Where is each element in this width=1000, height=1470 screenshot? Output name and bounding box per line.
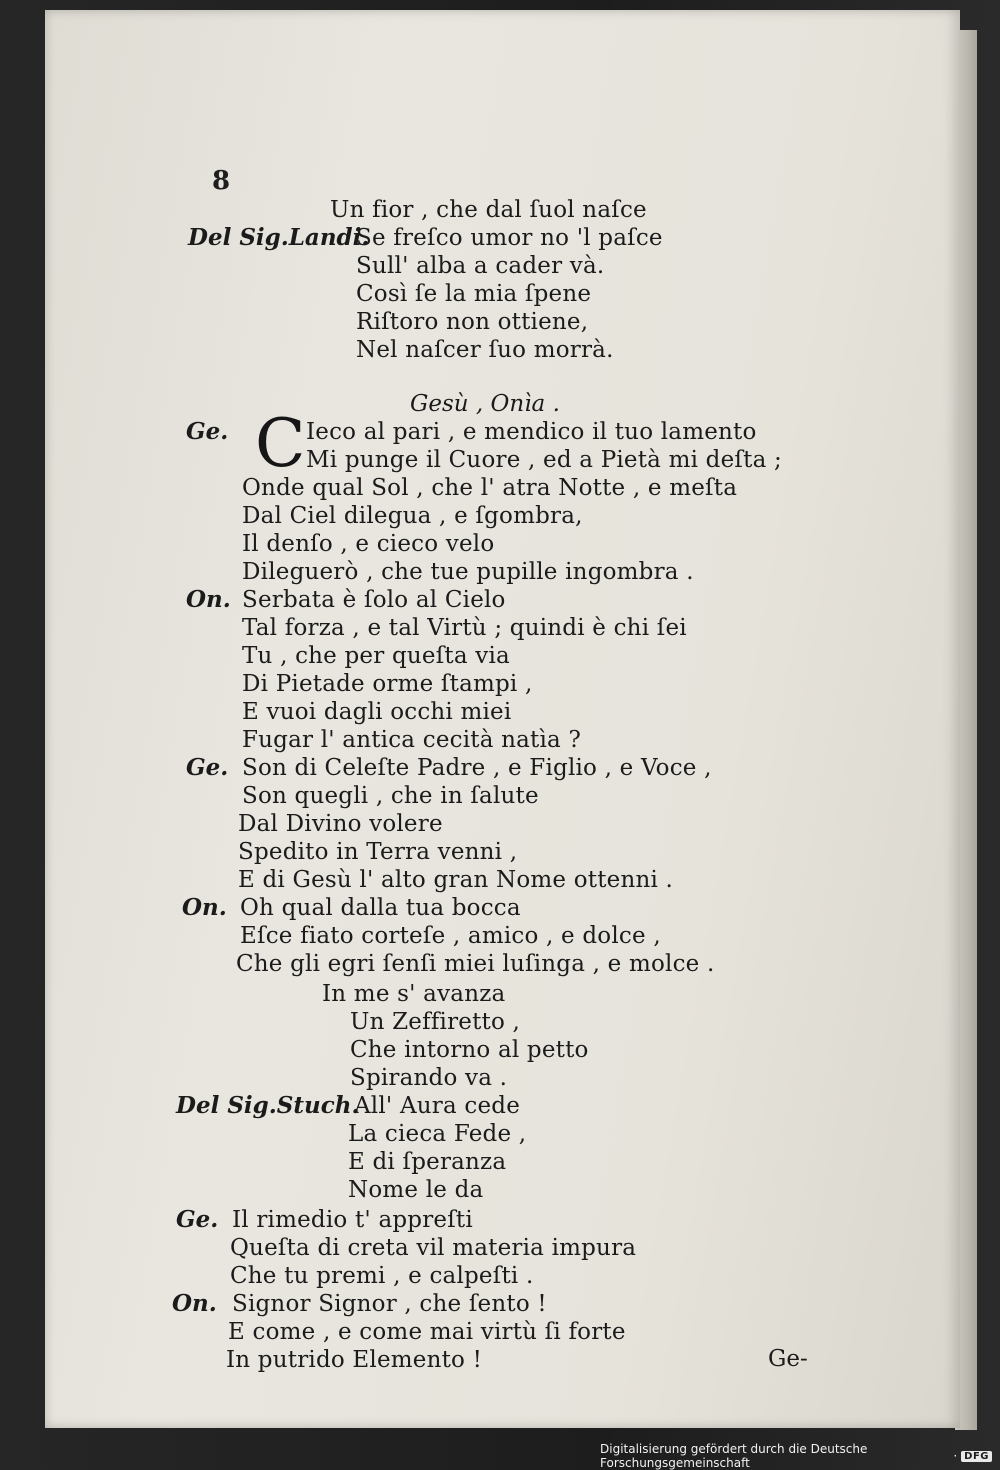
speaker-label: Ge.: [186, 754, 229, 781]
dialogue-line: Dal Ciel dilegua , e ſgombra,: [242, 503, 583, 529]
verse-line: Nel naſcer ſuo morrà.: [356, 337, 614, 363]
dialogue-line: Signor Signor , che ſento !: [232, 1291, 547, 1317]
speaker-label: On.: [172, 1290, 217, 1317]
dialogue-line: Queſta di creta vil materia impura: [230, 1235, 637, 1261]
page-number: 8: [212, 166, 231, 196]
dialogue-line: Tu , che per queſta via: [242, 643, 510, 669]
dialogue-line: Dal Divino volere: [238, 811, 443, 837]
dialogue-line: E di ſperanza: [348, 1149, 507, 1175]
dialogue-line: Eſce fiato corteſe , amico , e dolce ,: [240, 923, 661, 949]
dialogue-line: Mi punge il Cuore , ed a Pietà mi deſta ;: [306, 447, 782, 473]
dialogue-line: In me s' avanza: [322, 981, 506, 1007]
drop-capital: C: [255, 405, 306, 482]
separator-dot: ·: [953, 1449, 958, 1463]
dialogue-line: Fugar l' antica cecità natìa ?: [242, 727, 582, 753]
speaker-label: Ge.: [186, 418, 229, 445]
dialogue-line: La cieca Fede ,: [348, 1121, 527, 1147]
dialogue-line: Nome le da: [348, 1177, 484, 1203]
dialogue-line: Onde qual Sol , che l' atra Notte , e meſta: [242, 475, 738, 501]
dialogue-line: Ieco al pari , e mendico il tuo lamento: [306, 419, 757, 445]
dialogue-line: Che gli egri ſenſi miei luſinga , e molce .: [236, 951, 715, 977]
dialogue-line: Tal forza , e tal Virtù ; quindi è chi ſei: [242, 615, 687, 641]
dialogue-line: Son di Celeſte Padre , e Figlio , e Voce ,: [242, 755, 712, 781]
dialogue-line: In putrido Elemento !: [226, 1347, 483, 1373]
verse-line: Così ſe la mia ſpene: [356, 281, 592, 307]
speaker-label: Del Sig.Landi.: [188, 224, 370, 251]
dialogue-line: E come , e come mai virtù ſi forte: [228, 1319, 626, 1345]
speaker-label: Del Sig.Stuch.: [176, 1092, 360, 1119]
speaker-label: On.: [182, 894, 227, 921]
dialogue-line: Serbata è ſolo al Cielo: [242, 587, 506, 613]
scene-heading: Gesù , Onìa .: [410, 391, 560, 417]
credit-text: Digitalisierung gefördert durch die Deutsche Forschungsgemeinschaft: [600, 1442, 868, 1470]
verse-line: Sull' alba a cader và.: [356, 253, 605, 279]
dialogue-line: Di Pietade orme ſtampi ,: [242, 671, 533, 697]
dialogue-line: E vuoi dagli occhi miei: [242, 699, 512, 725]
dialogue-line: Spedito in Terra venni ,: [238, 839, 518, 865]
speaker-label: Ge.: [176, 1206, 219, 1233]
dialogue-line: Oh qual dalla tua bocca: [240, 895, 521, 921]
dialogue-line: Che intorno al petto: [350, 1037, 589, 1063]
dialogue-line: Il denſo , e cieco velo: [242, 531, 495, 557]
dialogue-line: Son quegli , che in ſalute: [242, 783, 539, 809]
verse-line: Riſtoro non ottiene,: [356, 309, 589, 335]
dfg-logo-icon: DFG: [961, 1451, 992, 1462]
dialogue-line: Che tu premi , e calpeſti .: [230, 1263, 534, 1289]
speaker-label: On.: [186, 586, 231, 613]
dialogue-line: Un Zeffiretto ,: [350, 1009, 521, 1035]
verse-line: Un fior , che dal ſuol naſce: [330, 197, 647, 223]
verse-line: Se freſco umor no 'l paſce: [356, 225, 663, 251]
catchword: Ge-: [768, 1346, 808, 1372]
dialogue-line: All' Aura cede: [354, 1093, 521, 1119]
dialogue-line: Il rimedio t' appreſti: [232, 1207, 473, 1233]
dialogue-line: Spirando va .: [350, 1065, 508, 1091]
digitization-credit: [600, 1442, 992, 1470]
dialogue-line: E di Gesù l' alto gran Nome ottenni .: [238, 867, 674, 893]
dialogue-line: Dileguerò , che tue pupille ingombra .: [242, 559, 694, 585]
